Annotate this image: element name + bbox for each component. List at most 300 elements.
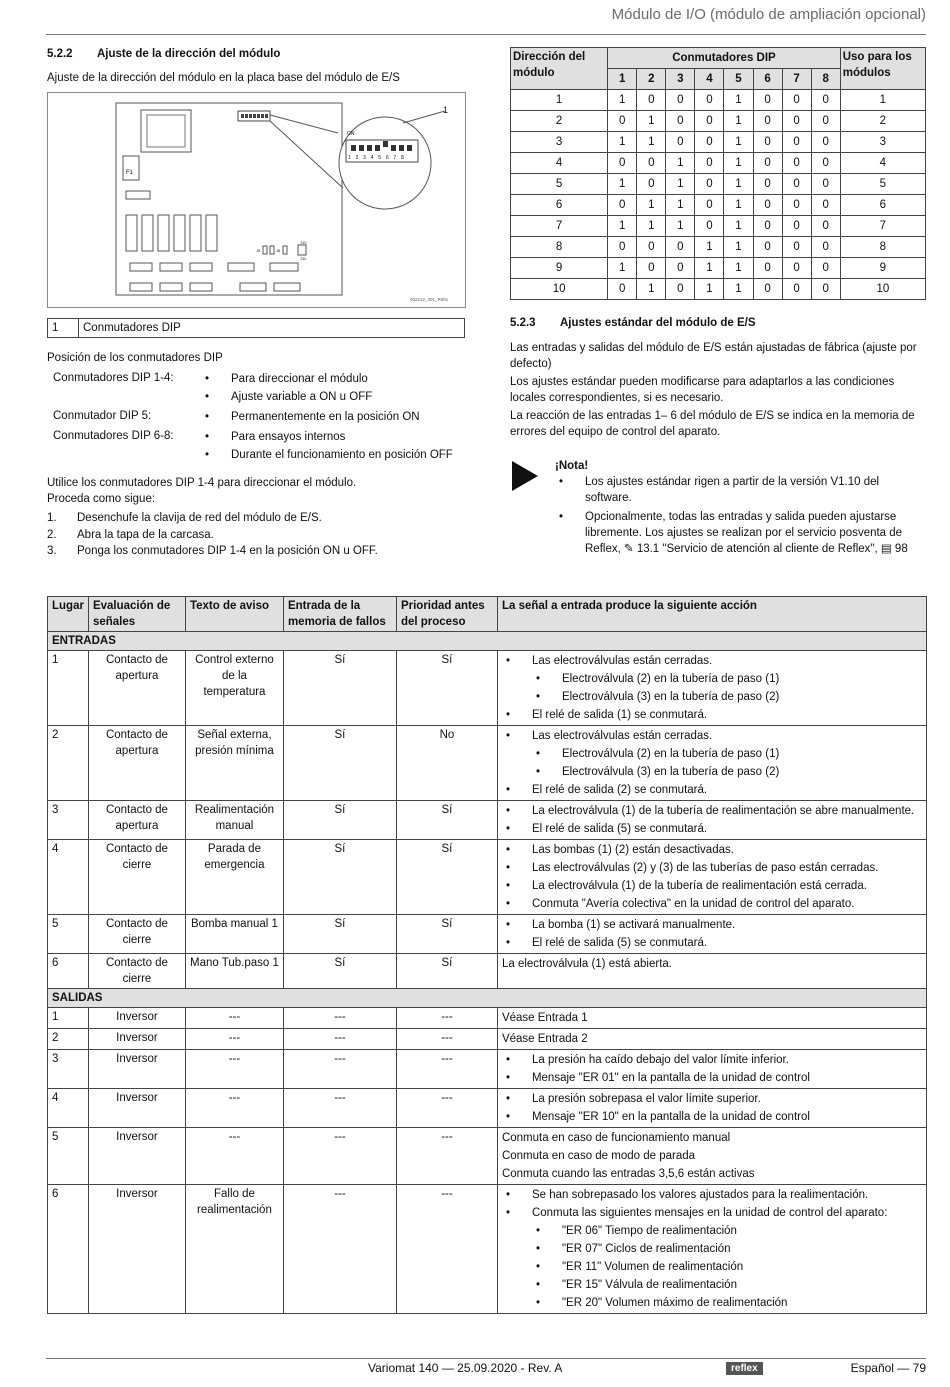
signal-row [48, 1050, 927, 1089]
step-text: Abra la tapa de la carcasa. [77, 529, 214, 541]
signal-action [497, 1050, 926, 1089]
signal-fault-memory: Sí [283, 915, 396, 954]
step-item [47, 509, 467, 527]
figure-callout: 1 [443, 105, 449, 115]
dip-use: 1 [840, 90, 925, 111]
signal-message: Control externo de la temperatura [185, 651, 283, 726]
step-number: 2. [47, 529, 57, 541]
signal-place: 6 [48, 1185, 89, 1314]
io-board-drawing [48, 93, 465, 307]
dip-bit: 1 [608, 90, 637, 111]
signal-priority: Sí [396, 840, 497, 915]
action-item: Conmuta en caso de funcionamiento manual [501, 1132, 731, 1144]
signal-fault-memory: --- [283, 1008, 396, 1029]
section-title: Ajustes estándar del módulo de E/S [560, 317, 756, 329]
signal-fault-memory: --- [283, 1029, 396, 1050]
action-item: • "ER 15" Válvula de realimentación [502, 1276, 922, 1294]
signal-fault-memory: Sí [283, 954, 396, 989]
dip-bit: 0 [782, 258, 811, 279]
dip-bit: 0 [666, 132, 695, 153]
signal-header: Lugar [48, 597, 89, 632]
dip-bit: 0 [782, 90, 811, 111]
action-item: • "ER 20" Volumen máximo de realimentación [502, 1294, 922, 1312]
footer-rule [46, 1358, 926, 1359]
dip-bit: 1 [695, 237, 724, 258]
dip-row [511, 90, 926, 111]
dip-bit: 1 [608, 132, 637, 153]
action-item: • Conmuta "Avería colectiva" en la unidad de control del aparato. [502, 895, 922, 913]
dip-bit: 0 [753, 195, 782, 216]
action-item: Conmuta en caso de modo de parada [501, 1150, 696, 1162]
dip-bit: 1 [724, 132, 753, 153]
dip-bit: 1 [637, 195, 666, 216]
action-item: • Electroválvula (3) en la tubería de paso (2) [502, 688, 922, 706]
paragraph: Los ajustes estándar pueden modificarse para adaptarlos a las condiciones locales correspondientes, si es necesario. [510, 376, 895, 404]
section-intro: Ajuste de la dirección del módulo en la placa base del módulo de E/S [47, 72, 400, 84]
action-item: • Electroválvula (2) en la tubería de paso (1) [502, 745, 922, 763]
dip-bit: 0 [782, 216, 811, 237]
figure-legend-table [47, 318, 465, 338]
dip-use: 4 [840, 153, 925, 174]
dip-row [511, 216, 926, 237]
signal-place: 2 [48, 726, 89, 801]
f1-label: F1 [126, 170, 134, 176]
position-label: Conmutadores DIP 1-4: [53, 372, 174, 384]
dip-address-table [510, 47, 926, 300]
section-number: 5.2.2 [47, 48, 73, 60]
dip-bit: 1 [637, 111, 666, 132]
dip-address: 5 [511, 174, 608, 195]
signal-fault-memory: Sí [283, 651, 396, 726]
dip-bit: 0 [666, 279, 695, 300]
action-item: • Mensaje "ER 01" en la pantalla de la unidad de control [502, 1069, 922, 1087]
dip-bit: 0 [695, 216, 724, 237]
signal-message: Señal externa, presión mínima [185, 726, 283, 801]
signal-fault-memory: --- [283, 1089, 396, 1128]
step-item [47, 527, 467, 543]
dip-bit: 1 [666, 216, 695, 237]
signal-priority: --- [396, 1050, 497, 1089]
dip-bit: 0 [811, 216, 840, 237]
dip-row [511, 258, 926, 279]
signal-action [497, 1185, 926, 1314]
use-text: Utilice los conmutadores DIP 1-4 para direccionar el módulo. [47, 477, 357, 489]
dip-switch-number: 5 [724, 69, 753, 90]
signal-action [497, 651, 926, 726]
dip-row [511, 174, 926, 195]
header-rule [46, 34, 926, 35]
dip-use: 5 [840, 174, 925, 195]
action-item: • Electroválvula (2) en la tubería de paso (1) [502, 670, 922, 688]
dip-bit: 1 [724, 258, 753, 279]
figure-code: 002212_001_R001 [410, 297, 449, 302]
dip-bit: 1 [695, 258, 724, 279]
signal-priority: Sí [396, 801, 497, 840]
action-item: • Las electroválvulas están cerradas. [502, 727, 922, 745]
dip-bit: 0 [695, 174, 724, 195]
signal-row [48, 1185, 927, 1314]
dip-bit: 0 [753, 216, 782, 237]
signal-priority: --- [396, 1089, 497, 1128]
signal-header: La señal a entrada produce la siguiente acción [497, 597, 926, 632]
signal-evaluation: Inversor [88, 1050, 185, 1089]
dip-bit: 0 [695, 111, 724, 132]
signal-message: --- [185, 1029, 283, 1050]
signal-action [497, 726, 926, 801]
signal-action [497, 801, 926, 840]
dip-bit: 0 [811, 258, 840, 279]
note-block [555, 458, 925, 557]
dip-address: 2 [511, 111, 608, 132]
dip-switch-number: 7 [782, 69, 811, 90]
signal-message: --- [185, 1089, 283, 1128]
dip-bit: 0 [782, 153, 811, 174]
dip-bit: 0 [811, 279, 840, 300]
dip-address: 9 [511, 258, 608, 279]
action-item: Véase Entrada 2 [501, 1033, 588, 1045]
signal-priority: Sí [396, 954, 497, 989]
dip-row [511, 111, 926, 132]
signal-fault-memory: --- [283, 1050, 396, 1089]
dip-header-address: Dirección del módulo [511, 48, 608, 90]
dip-bit: 1 [724, 216, 753, 237]
position-item: • Para ensayos internos [201, 428, 453, 446]
signal-row [48, 840, 927, 915]
signal-fault-memory: --- [283, 1185, 396, 1314]
signal-row [48, 915, 927, 954]
signal-row [48, 651, 927, 726]
action-item: • "ER 06" Tiempo de realimentación [502, 1222, 922, 1240]
dip-address: 4 [511, 153, 608, 174]
signal-evaluation: Contacto de apertura [88, 651, 185, 726]
step-number: 3. [47, 545, 57, 557]
action-item: • El relé de salida (1) se conmutará. [502, 706, 922, 724]
dip-address: 3 [511, 132, 608, 153]
position-item: • Permanentemente en la posición ON [201, 408, 453, 426]
j6-label: J6 [276, 248, 281, 253]
footer-page: Español — 79 [850, 1361, 926, 1375]
steps-list [47, 509, 467, 559]
dip-row [511, 237, 926, 258]
dip-positions-block [47, 350, 467, 559]
signal-evaluation: Inversor [88, 1089, 185, 1128]
signal-action [497, 1029, 926, 1050]
dip-bit: 0 [666, 258, 695, 279]
dip-bit: 0 [666, 237, 695, 258]
action-item: • Las electroválvulas están cerradas. [502, 652, 922, 670]
action-item: • La presión sobrepasa el valor límite superior. [502, 1090, 922, 1108]
signal-row [48, 1128, 927, 1185]
dip-bit: 1 [724, 237, 753, 258]
signal-row [48, 1029, 927, 1050]
signal-evaluation: Inversor [88, 1128, 185, 1185]
signal-evaluation: Contacto de cierre [88, 915, 185, 954]
step-text: Desenchufe la clavija de red del módulo de E/S. [77, 512, 322, 524]
note-title: ¡Nota! [555, 460, 589, 472]
dip-bit: 0 [753, 90, 782, 111]
dip-bit: 1 [637, 279, 666, 300]
j5-label: J5 [256, 248, 261, 253]
signal-evaluation: Inversor [88, 1185, 185, 1314]
dip-bit: 1 [637, 216, 666, 237]
action-item: • Las bombas (1) (2) están desactivadas. [502, 841, 922, 859]
signal-place: 5 [48, 915, 89, 954]
dip-row [511, 153, 926, 174]
section-number: 5.2.3 [510, 317, 536, 329]
dip-bit: 1 [724, 111, 753, 132]
dip-bit: 0 [608, 237, 637, 258]
dip-bit: 0 [782, 111, 811, 132]
positions-title: Posición de los conmutadores DIP [47, 352, 223, 364]
dip-bit: 0 [753, 132, 782, 153]
dip-switch-number: 4 [695, 69, 724, 90]
dip-use: 7 [840, 216, 925, 237]
position-item: • Ajuste variable a ON u OFF [201, 388, 453, 406]
signal-fault-memory: --- [283, 1128, 396, 1185]
signal-action [497, 1089, 926, 1128]
signal-priority: No [396, 726, 497, 801]
dip-header-use: Uso para los módulos [840, 48, 925, 90]
dip-header-switches: Conmutadores DIP [608, 48, 841, 69]
action-item: • El relé de salida (2) se conmutará. [502, 781, 922, 799]
dip-bit: 0 [753, 174, 782, 195]
dip-bit: 0 [811, 174, 840, 195]
dip-bit: 0 [695, 195, 724, 216]
signal-row [48, 954, 927, 989]
dip-bit: 0 [637, 174, 666, 195]
section-row [48, 989, 927, 1008]
action-item: • La electroválvula (1) de la tubería de realimentación se abre manualmente. [502, 802, 922, 820]
note-list [555, 474, 925, 557]
signal-priority: --- [396, 1128, 497, 1185]
dip-bit: 0 [666, 111, 695, 132]
action-item: • Electroválvula (3) en la tubería de paso (2) [502, 763, 922, 781]
signal-header: Prioridad antes del proceso [396, 597, 497, 632]
dip-bit: 0 [695, 132, 724, 153]
signal-message: Bomba manual 1 [185, 915, 283, 954]
dip-bit: 0 [753, 153, 782, 174]
action-item: • Mensaje "ER 10" en la pantalla de la unidad de control [502, 1108, 922, 1126]
dip-bit: 1 [695, 279, 724, 300]
dip-bit: 0 [695, 90, 724, 111]
dip-bit: 0 [782, 174, 811, 195]
action-item: • La presión ha caído debajo del valor límite inferior. [502, 1051, 922, 1069]
dip-row [511, 195, 926, 216]
section-heading [510, 317, 926, 329]
signal-action [497, 840, 926, 915]
dip-bit: 1 [666, 195, 695, 216]
position-label: Conmutadores DIP 6-8: [53, 430, 174, 442]
signal-priority: Sí [396, 915, 497, 954]
signal-row [48, 1008, 927, 1029]
dip-bit: 0 [811, 195, 840, 216]
section-label: SALIDAS [48, 989, 927, 1008]
section-523 [510, 317, 926, 440]
dip-number-labels: 1 2 3 4 5 6 7 8 [348, 155, 406, 161]
signal-message: --- [185, 1008, 283, 1029]
dip-bit: 1 [724, 174, 753, 195]
dip-bit: 0 [637, 153, 666, 174]
signal-place: 1 [48, 651, 89, 726]
dip-use: 6 [840, 195, 925, 216]
signal-place: 3 [48, 1050, 89, 1089]
dip-bit: 1 [724, 153, 753, 174]
signal-evaluation: Inversor [88, 1008, 185, 1029]
signal-action [497, 915, 926, 954]
signal-place: 2 [48, 1029, 89, 1050]
signal-place: 1 [48, 1008, 89, 1029]
running-header: Módulo de I/O (módulo de ampliación opcional) [611, 6, 926, 23]
dip-use: 9 [840, 258, 925, 279]
dip-bit: 0 [811, 132, 840, 153]
step-text: Ponga los conmutadores DIP 1-4 en la posición ON u OFF. [77, 545, 378, 557]
signal-priority: Sí [396, 651, 497, 726]
signal-fault-memory: Sí [283, 840, 396, 915]
dip-bit: 1 [666, 153, 695, 174]
dip-bit: 0 [782, 279, 811, 300]
signal-header: Evaluación de señales [88, 597, 185, 632]
section-522 [47, 48, 467, 86]
signal-header: Texto de aviso [185, 597, 283, 632]
note-item: • Opcionalmente, todas las entradas y salida pueden ajustarse libremente. Los ajustes se realizan por el servicio posventa de Reflex, ✎ 13.1 "Servicio de atención al cliente de Reflex", ▤ 98 [555, 509, 925, 557]
dip-switch-number: 3 [666, 69, 695, 90]
action-item: Véase Entrada 1 [501, 1012, 588, 1024]
dip-bit: 0 [811, 111, 840, 132]
signal-table [47, 596, 927, 1314]
paragraph: La reacción de las entradas 1– 6 del módulo de E/S se indica en la memoria de errores del equipo de control del aparato. [510, 410, 915, 438]
dip-bit: 0 [753, 237, 782, 258]
dip-bit: 0 [753, 111, 782, 132]
dip-switch-number: 6 [753, 69, 782, 90]
signal-evaluation: Contacto de apertura [88, 726, 185, 801]
signal-message: Parada de emergencia [185, 840, 283, 915]
note-item: • Los ajustes estándar rigen a partir de la versión V1.10 del software. [555, 474, 925, 506]
signal-place: 4 [48, 1089, 89, 1128]
signal-row [48, 726, 927, 801]
dip-bit: 0 [753, 279, 782, 300]
section-heading [47, 48, 467, 60]
signal-action [497, 1128, 926, 1185]
section-title: Ajuste de la dirección del módulo [97, 48, 281, 60]
signal-place: 5 [48, 1128, 89, 1185]
dip-switch-number: 8 [811, 69, 840, 90]
dip-bit: 0 [608, 279, 637, 300]
signal-place: 4 [48, 840, 89, 915]
paragraph: Las entradas y salidas del módulo de E/S están ajustadas de fábrica (ajuste por defecto) [510, 342, 917, 370]
dip-bit: 0 [637, 237, 666, 258]
dip-bit: 0 [608, 153, 637, 174]
dip-bit: 1 [666, 174, 695, 195]
dip-use: 2 [840, 111, 925, 132]
signal-priority: --- [396, 1008, 497, 1029]
j10-label: J10 [300, 240, 307, 245]
action-item: • Conmuta las siguientes mensajes en la unidad de control del aparato: [502, 1204, 922, 1222]
signal-message: Mano Tub.paso 1 [185, 954, 283, 989]
dip-bit: 0 [782, 237, 811, 258]
signal-fault-memory: Sí [283, 801, 396, 840]
dip-bit: 0 [811, 90, 840, 111]
dip-bit: 0 [637, 258, 666, 279]
signal-priority: --- [396, 1185, 497, 1314]
action-item: La electroválvula (1) está abierta. [501, 958, 672, 970]
dip-row [511, 132, 926, 153]
dip-bit: 0 [811, 237, 840, 258]
dip-bit: 0 [608, 195, 637, 216]
dip-switch-number: 2 [637, 69, 666, 90]
dip-switch-number: 1 [608, 69, 637, 90]
dip-address: 1 [511, 90, 608, 111]
dip-address: 7 [511, 216, 608, 237]
dip-bit: 1 [608, 174, 637, 195]
signal-evaluation: Contacto de cierre [88, 840, 185, 915]
step-number: 1. [47, 512, 57, 524]
signal-row [48, 801, 927, 840]
dip-positions-list [53, 369, 453, 465]
action-item: • Las electroválvulas (2) y (3) de las tuberías de paso están cerradas. [502, 859, 922, 877]
action-item: • Se han sobrepasado los valores ajustados para la realimentación. [502, 1186, 922, 1204]
signal-row [48, 1089, 927, 1128]
signal-message: Realimentación manual [185, 801, 283, 840]
dip-bit: 1 [724, 90, 753, 111]
action-item: Conmuta cuando las entradas 3,5,6 están activas [501, 1168, 755, 1180]
section-label: ENTRADAS [48, 632, 927, 651]
dip-row [511, 279, 926, 300]
dip-address: 6 [511, 195, 608, 216]
action-item: • La electroválvula (1) de la tubería de realimentación está cerrada. [502, 877, 922, 895]
dip-address: 10 [511, 279, 608, 300]
position-item: • Para direccionar el módulo [201, 370, 453, 388]
action-item: • El relé de salida (5) se conmutará. [502, 820, 922, 838]
action-item: • La bomba (1) se activará manualmente. [502, 916, 922, 934]
dip-bit: 1 [608, 216, 637, 237]
note-arrow-icon [512, 461, 538, 494]
dip-bit: 0 [608, 111, 637, 132]
io-board-figure [47, 92, 466, 308]
dip-bit: 0 [811, 153, 840, 174]
dip-bit: 1 [608, 258, 637, 279]
signal-fault-memory: Sí [283, 726, 396, 801]
position-label: Conmutador DIP 5: [53, 410, 152, 422]
signal-header: Entrada de la memoria de fallos [283, 597, 396, 632]
legend-number: 1 [48, 319, 79, 338]
dip-use: 8 [840, 237, 925, 258]
action-item: • "ER 07" Ciclos de realimentación [502, 1240, 922, 1258]
dip-use: 3 [840, 132, 925, 153]
signal-action [497, 954, 926, 989]
signal-place: 6 [48, 954, 89, 989]
signal-evaluation: Contacto de apertura [88, 801, 185, 840]
signal-message: Fallo de realimentación [185, 1185, 283, 1314]
footer-doc: Variomat 140 — 25.09.2020 - Rev. A [368, 1361, 563, 1375]
signal-evaluation: Contacto de cierre [88, 954, 185, 989]
proceed-text: Proceda como sigue: [47, 493, 156, 505]
signal-message: --- [185, 1050, 283, 1089]
dip-bit: 0 [666, 90, 695, 111]
signal-place: 3 [48, 801, 89, 840]
dip-address: 8 [511, 237, 608, 258]
dip-bit: 0 [782, 195, 811, 216]
section-row [48, 632, 927, 651]
dip-bit: 0 [753, 258, 782, 279]
signal-priority: --- [396, 1029, 497, 1050]
position-item: • Durante el funcionamiento en posición OFF [201, 446, 453, 464]
dip-bit: 0 [782, 132, 811, 153]
dip-bit: 1 [637, 132, 666, 153]
step-item [47, 543, 467, 559]
reflex-logo: reflex [726, 1362, 763, 1375]
signal-action [497, 1008, 926, 1029]
dip-bit: 0 [695, 153, 724, 174]
